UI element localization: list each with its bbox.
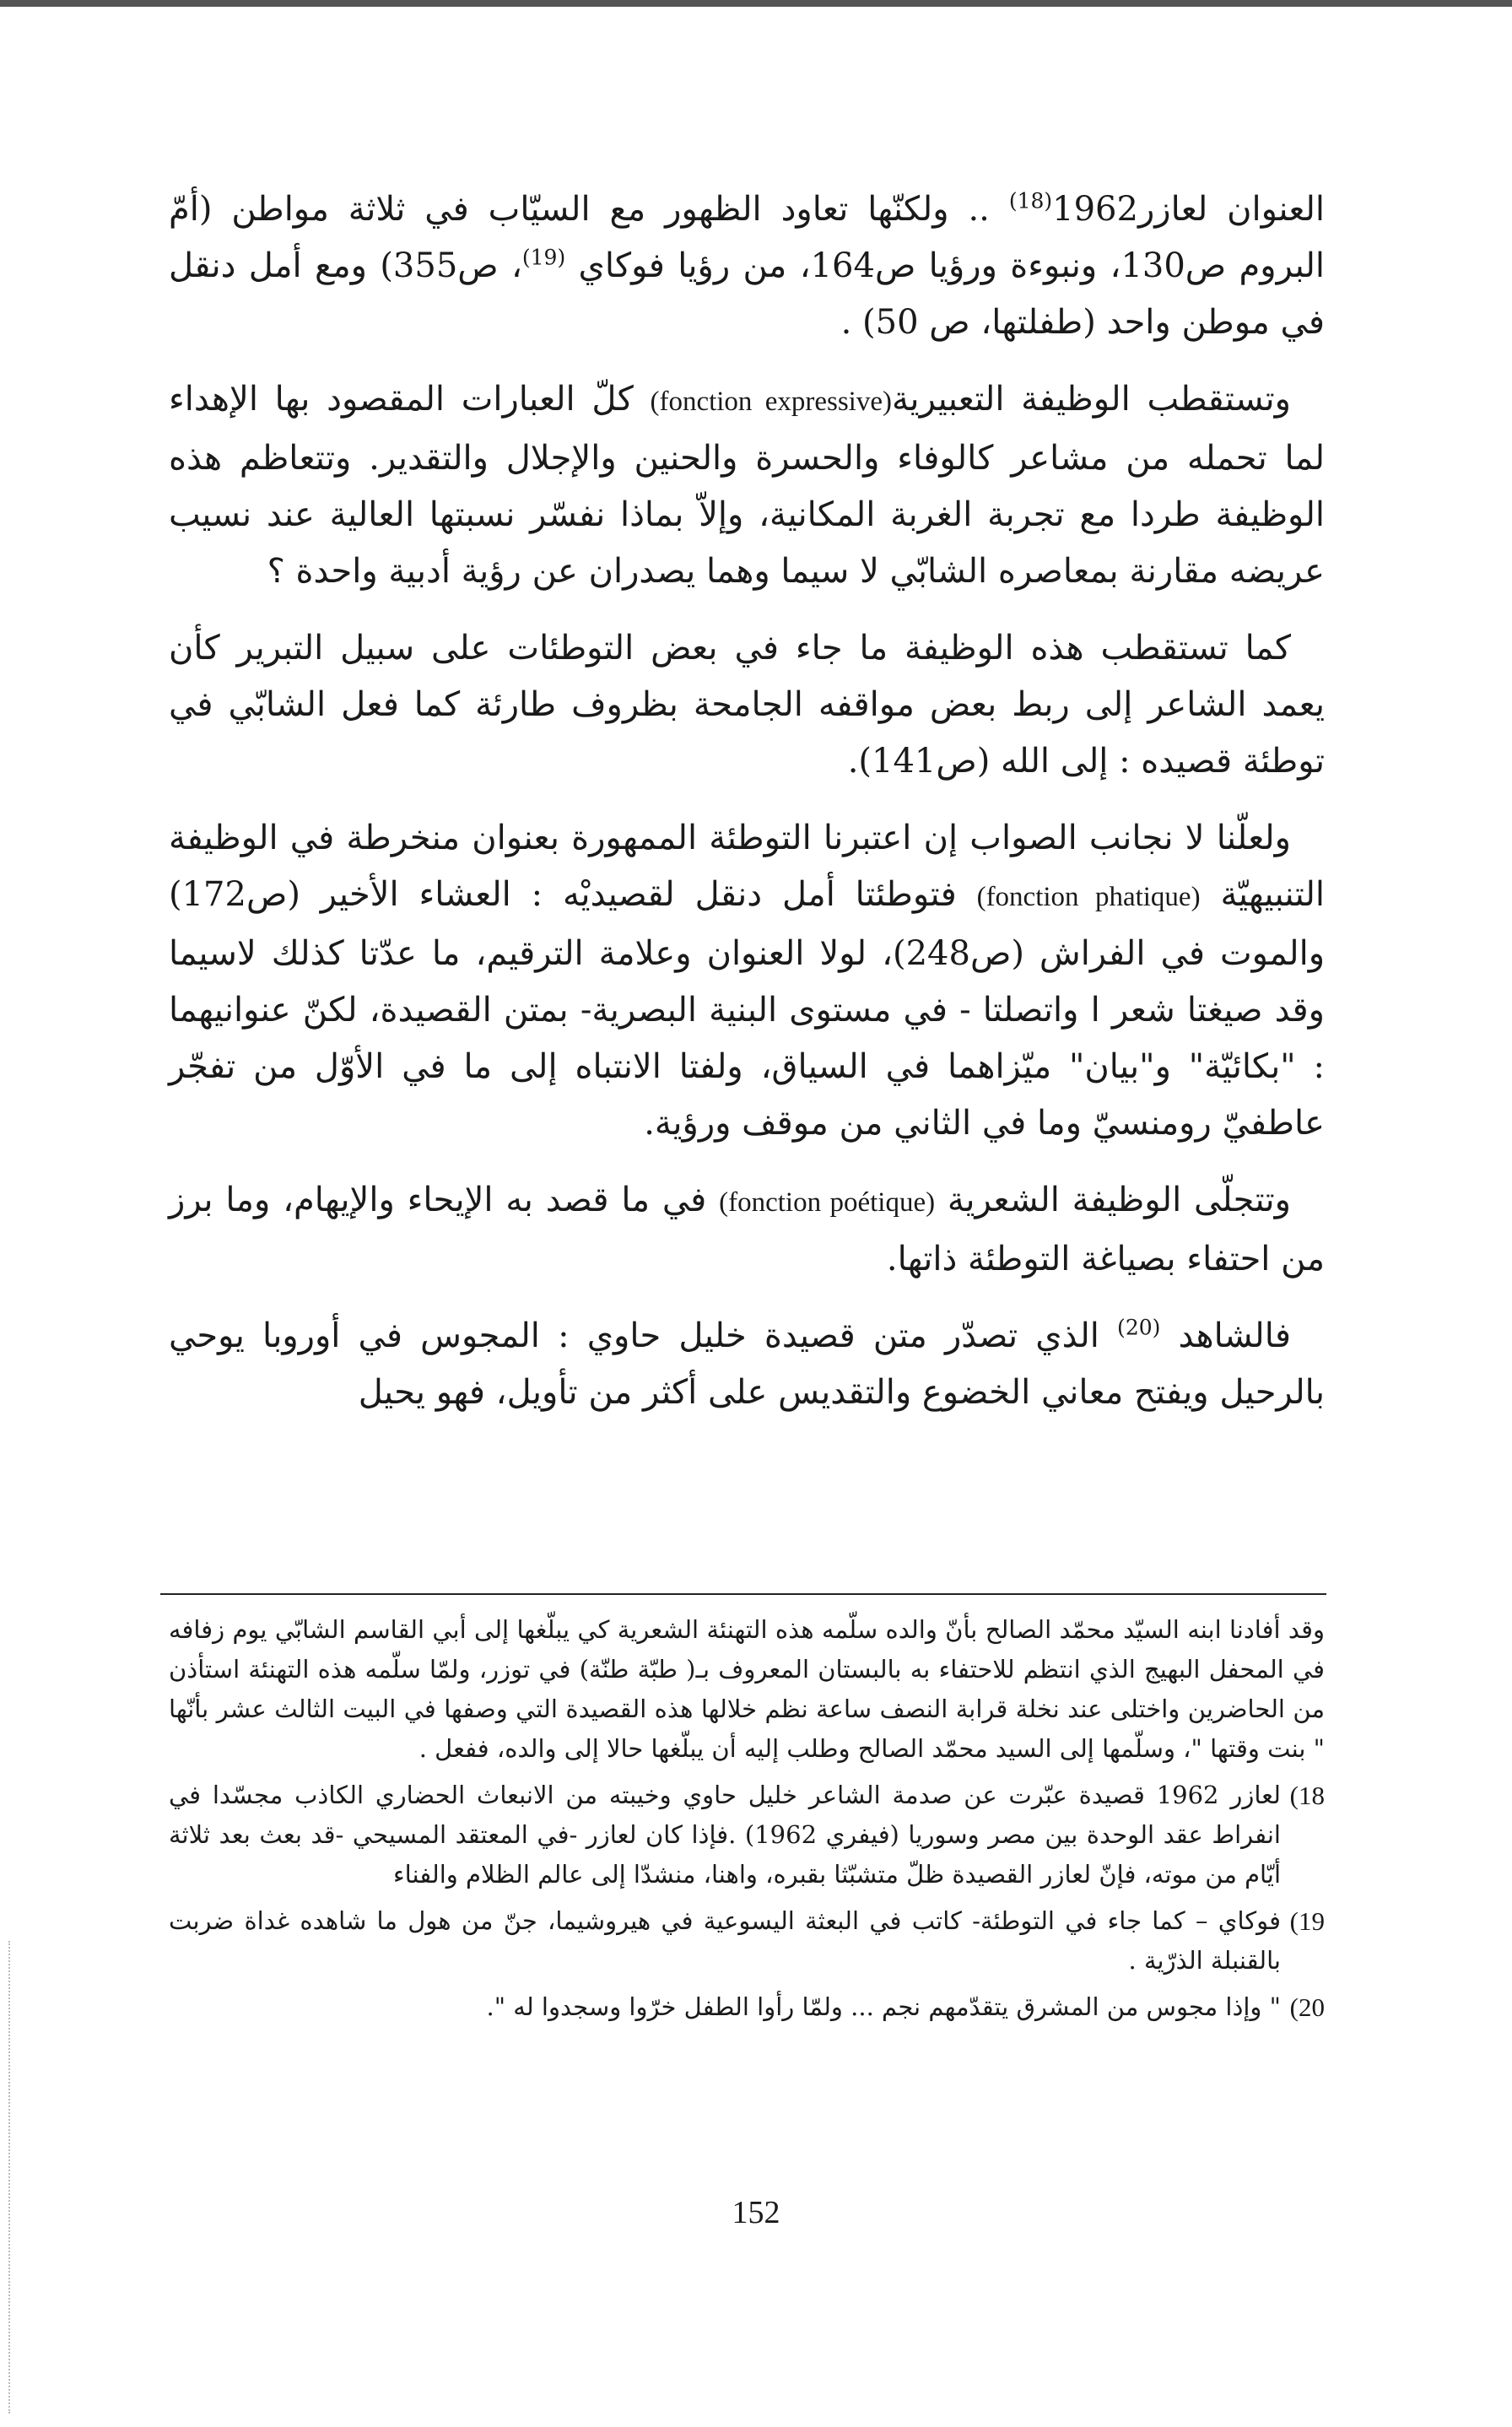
top-border-rule	[0, 0, 1512, 7]
scan-margin-artifact	[8, 1941, 12, 2413]
footnote-20	[169, 1987, 1325, 2027]
footnote-text: " وإذا مجوس من المشرق يتقدّمهم نجم ... ولمّا رأوا الطفل خرّوا وسجدوا له ".	[486, 1992, 1281, 2021]
footnote-continuation: وقد أفادنا ابنه السيّد محمّد الصالح بأنّ والده سلّمه هذه التهنئة الشعرية كي يبلّغها إلى أبي القاسم الشابّي يوم زفافه في المحفل البهيج الذي انتظم للاحتفاء به بالبستان المعروف بـ( طبّة طنّة) في توزر، ولمّا سلّمه هذه التهنئة استأذن من الحاضرين واختلى عند نخلة قرابة النصف ساعة نظم خلالها هذه القصيدة التي وصفها في البيت الثالث عشر بأنّها " بنت وقتها "، وسلّمها إلى السيد محمّد الصالح وطلب إليه أن يبلّغها حالا إلى والده، ففعل .	[169, 1615, 1325, 1763]
text-run: وتستقطب الوظيفة التعبيرية	[891, 380, 1291, 419]
footnote-number: 19)	[1289, 1906, 1325, 1936]
paragraph-6	[169, 1308, 1325, 1421]
text-run: ، ص355) ومع أمل دنقل في موطن واحد (طفلتها، ص 50) .	[169, 246, 1325, 342]
paragraph-3: كما تستقطب هذه الوظيفة ما جاء في بعض التوطئات على سبيل التبرير كأن يعمد الشاعر إلى ربط بعض مواقفه الجامحة بظروف طارئة كما فعل الشابّي في توطئة قصيده : إلى الله (ص141).	[169, 629, 1325, 781]
paragraph-2	[169, 371, 1325, 600]
footnote-number: 20)	[1289, 1992, 1325, 2022]
text-run: وتتجلّى الوظيفة الشعرية	[935, 1181, 1291, 1219]
latin-term: (fonction expressive)	[650, 386, 892, 417]
text-run: .. ولكنّها تعاود الظهور مع السيّاب في ثلاثة مواطن (أمّ البروم ص130، ونبوءة ورؤيا ص164، من رؤيا فوكاي	[169, 190, 1326, 285]
footnote-separator	[160, 1593, 1326, 1595]
latin-term: (fonction phatique)	[976, 882, 1201, 912]
text-run: في ما قصد به الإيحاء والإيهام، وما برز من احتفاء بصياغة التوطئة ذاتها.	[169, 1181, 1325, 1278]
text-run: الذي تصدّر متن قصيدة خليل حاوي : المجوس في أوروبا يوحي بالرحيل ويفتح معاني الخضوع والتقديس على أكثر من تأويل، فهو يحيل	[169, 1316, 1325, 1412]
text-run: العنوان لعازر1962	[1052, 190, 1325, 229]
paragraph-5	[169, 1172, 1325, 1288]
paragraph-4	[169, 810, 1325, 1152]
text-run: ولعلّنا لا نجانب الصواب إن اعتبرنا التوطئة الممهورة بعنوان منخرطة في الوظيفة التنبيهيّة	[169, 819, 1325, 914]
text-run: كلّ العبارات المقصود بها الإهداء لما تحمله من مشاعر كالوفاء والحسرة والحنين والإجلال والتقدير. وتتعاظم هذه الوظيفة طردا مع تجربة الغربة المكانية، وإلاّ بماذا نفسّر نسبتها العالية عند نسيب عريضه مقارنة بمعاصره الشابّي لا سيما وهما يصدران عن رؤية أدبية واحدة ؟	[169, 380, 1325, 591]
footnote-ref-20[interactable]: (20)	[1117, 1315, 1161, 1340]
footnote-19	[169, 1901, 1325, 1981]
footnote-ref-19[interactable]: (19)	[521, 245, 566, 270]
paragraph-1	[169, 181, 1325, 351]
footnote-text: لعازر 1962 قصيدة عبّرت عن صدمة الشاعر خليل حاوي وخيبته من الانبعاث الحضاري الكاذب مجسّدا في انفراط عقد الوحدة بين مصر وسوريا (فيفري 1962) .فإذا كان لعازر -في المعتقد المسيحي -قد بعث بعد ثلاثة أيّام من موته، فإنّ لعازر القصيدة ظلّ متشبّثا بقبره، واهنا، منشدّا إلى عالم الظلام والفناء	[169, 1781, 1282, 1889]
main-body-text	[169, 181, 1325, 1441]
footnote-number: 18)	[1289, 1781, 1325, 1810]
page-number: 152	[732, 2195, 780, 2230]
latin-term: (fonction poétique)	[719, 1187, 936, 1218]
footnote-18	[169, 1776, 1325, 1895]
text-run: فتوطئتا أمل دنقل لقصيديْه : العشاء الأخير (ص172) والموت في الفراش (ص248)، لولا العنوان وعلامة الترقيم، ما عدّتا كذلك لاسيما وقد صيغتا شعر ا واتصلتا - في مستوى البنية البصرية- بمتن القصيدة، لكنّ عنوانيهما : "بكائيّة" و"بيان" ميّزاهما في السياق، ولفتا الانتباه إلى ما في الأوّل من تفجّر عاطفيّ رومنسيّ وما في الثاني من موقف ورؤية.	[169, 875, 1326, 1143]
footnotes-section	[169, 1610, 1325, 2034]
footnote-ref-18[interactable]: (18)	[1008, 188, 1053, 214]
text-run: فالشاهد	[1160, 1316, 1292, 1355]
footnote-text: فوكاي – كما جاء في التوطئة- كاتب في البعثة اليسوعية في هيروشيما، جنّ من هول ما شاهده غداة ضربت بالقنبلة الذرّية .	[169, 1906, 1281, 1975]
